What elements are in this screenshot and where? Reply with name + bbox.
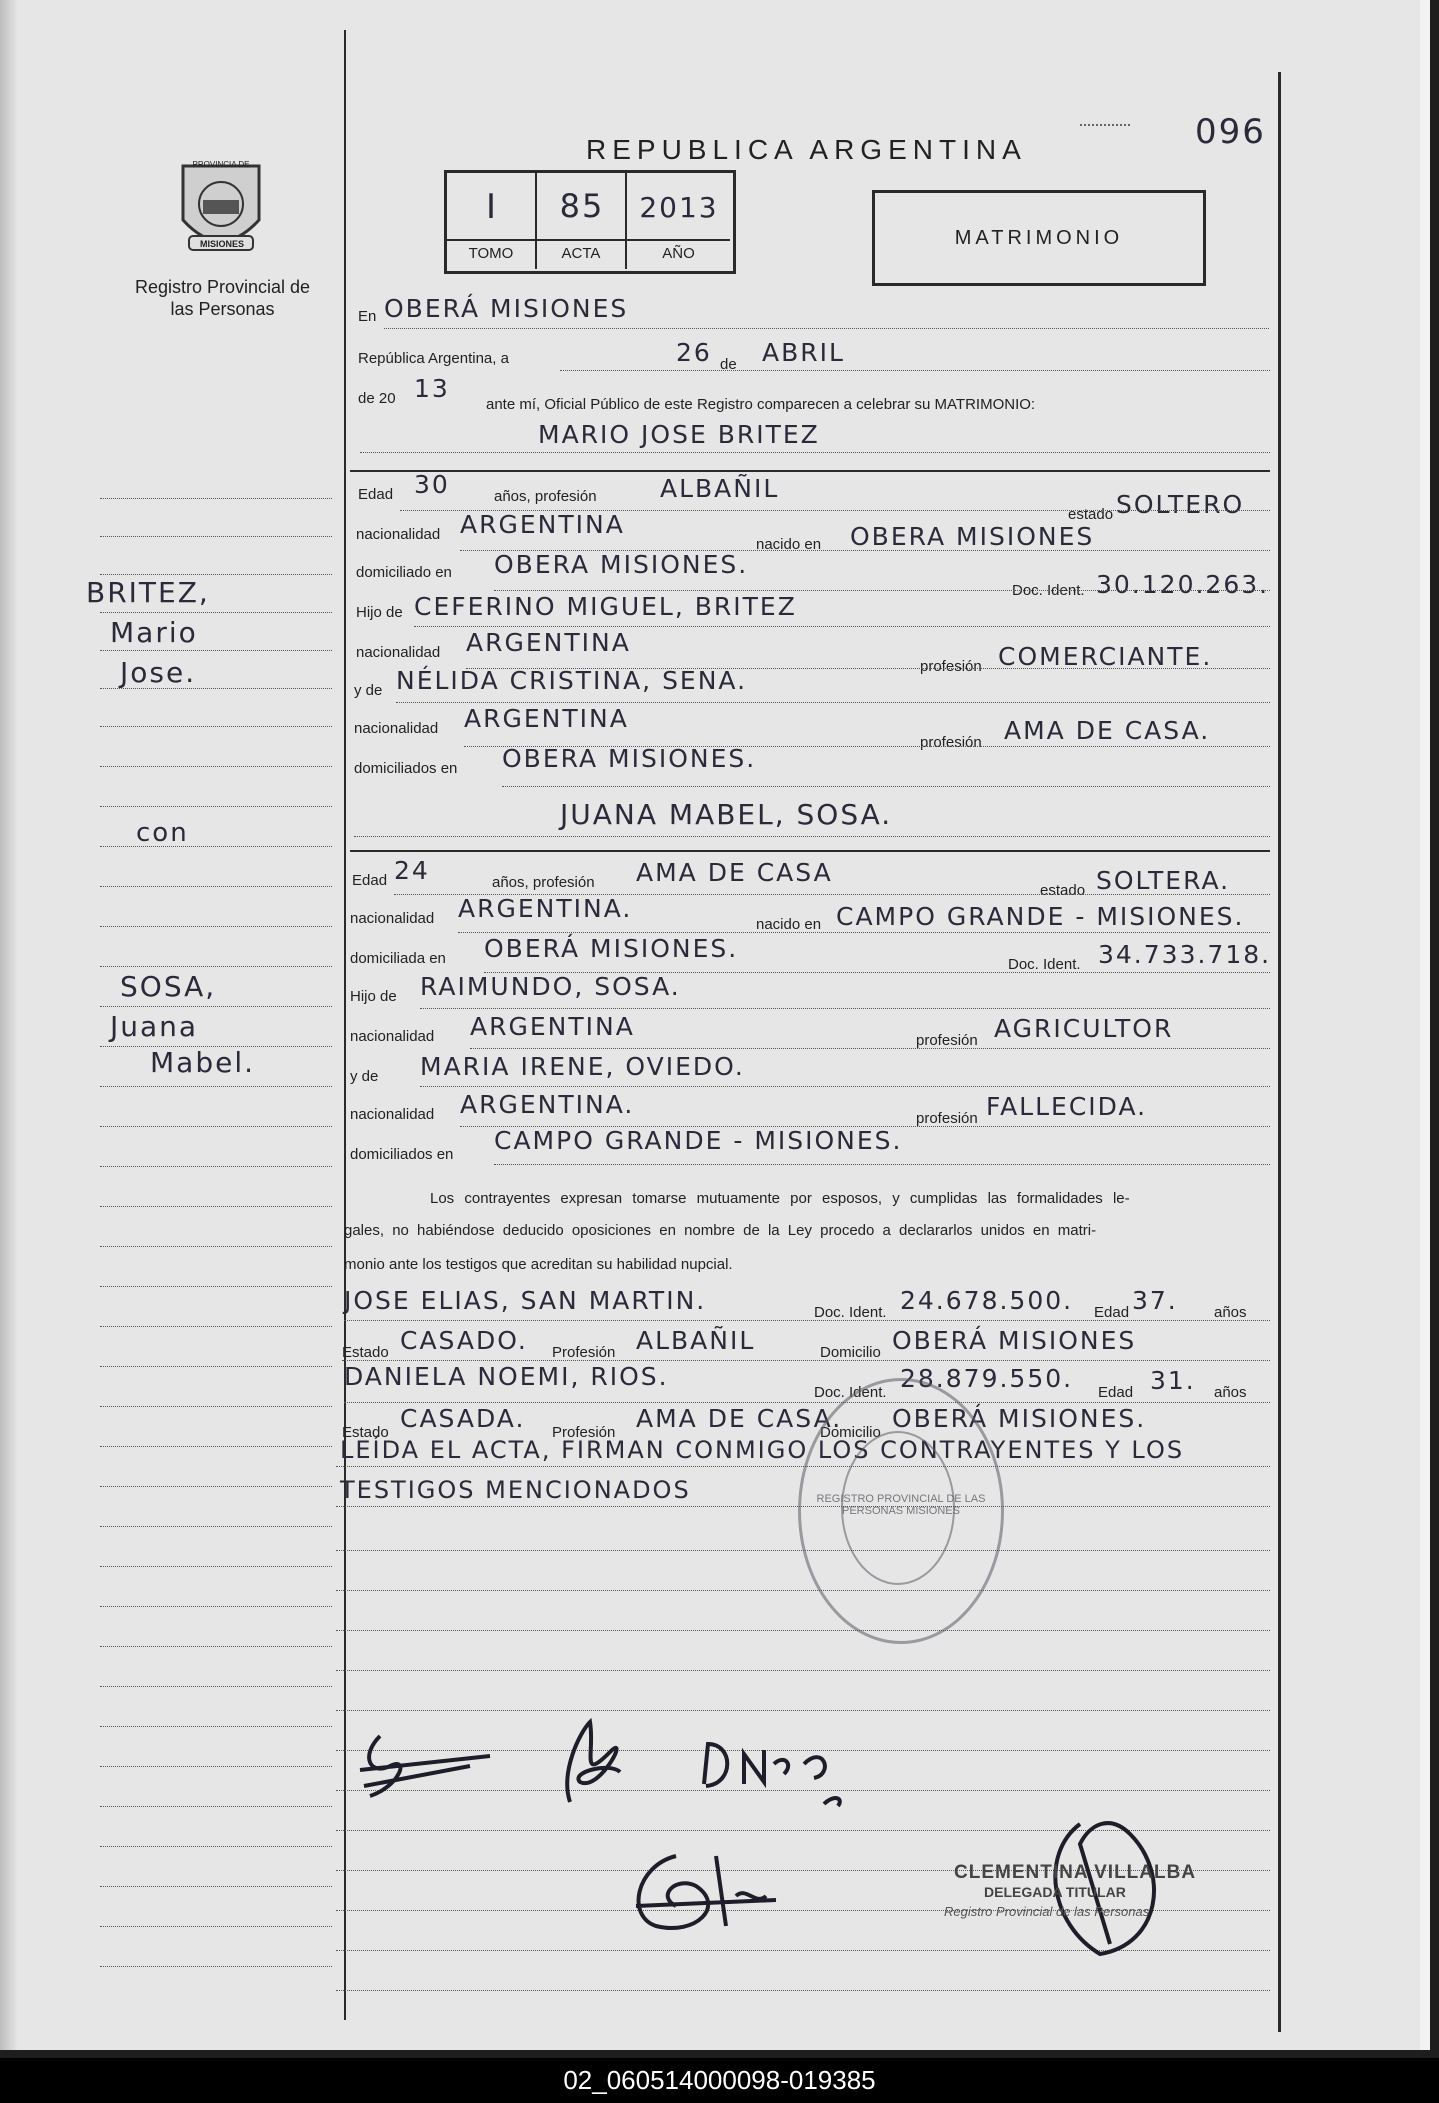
groom-nationality: ARGENTINA bbox=[460, 510, 625, 539]
bride-status: SOLTERA. bbox=[1096, 866, 1231, 895]
logo-bottom-text: MISIONES bbox=[199, 239, 244, 249]
republica-label: República Argentina, a bbox=[358, 350, 509, 367]
tomo-value: I bbox=[485, 187, 499, 227]
bride-address: OBERÁ MISIONES. bbox=[484, 934, 739, 963]
groom-name: MARIO JOSE BRITEZ bbox=[538, 420, 820, 449]
witness1-profession: ALBAÑIL bbox=[636, 1326, 756, 1355]
witness2-name: DANIELA NOEMI, RIOS. bbox=[344, 1362, 669, 1391]
acta-label: ACTA bbox=[561, 245, 601, 262]
year-label: de 20 bbox=[358, 390, 396, 407]
margin-groom-second: Jose. bbox=[120, 656, 197, 689]
place: OBERÁ MISIONES bbox=[384, 294, 629, 323]
page-number: 096 bbox=[1195, 112, 1266, 152]
bride-father: RAIMUNDO, SOSA. bbox=[420, 972, 681, 1001]
acta-number-box bbox=[444, 170, 736, 274]
declaration-line3: monio ante los testigos que acreditan su habilidad nupcial. bbox=[344, 1256, 733, 1273]
bride-age: 24 bbox=[394, 856, 430, 885]
groom-father-nationality: ARGENTINA bbox=[466, 628, 631, 657]
margin-groom-surname: BRITEZ, bbox=[86, 576, 210, 609]
groom-parents-address: OBERA MISIONES. bbox=[502, 744, 757, 773]
record-type: MATRIMONIO bbox=[954, 227, 1124, 249]
bride-parents-address: CAMPO GRANDE - MISIONES. bbox=[494, 1126, 903, 1155]
bride-profession: AMA DE CASA bbox=[636, 858, 833, 887]
witness2-profession: AMA DE CASA. bbox=[636, 1404, 843, 1433]
record-type-box bbox=[872, 190, 1206, 286]
signature-official bbox=[616, 1846, 796, 1946]
closing-line1: LEÍDA EL ACTA, FIRMAN CONMIGO LOS CONTRAYENTES Y LOS bbox=[340, 1436, 1185, 1464]
bride-nationality: ARGENTINA. bbox=[458, 894, 633, 923]
formula: ante mí, Oficial Público de este Registro comparecen a celebrar su MATRIMONIO: bbox=[486, 396, 1036, 413]
signature-bride bbox=[540, 1712, 640, 1812]
stamp-name: CLEMENTINA VILLALBA bbox=[954, 1862, 1197, 1883]
groom-mother-profession: AMA DE CASA. bbox=[1004, 716, 1211, 745]
groom-address: OBERA MISIONES. bbox=[494, 550, 749, 579]
stamp-office: Registro Provincial de las Personas bbox=[944, 1904, 1150, 1919]
acta-value: 85 bbox=[559, 187, 605, 225]
en-label: En bbox=[358, 308, 377, 325]
bride-mother: MARIA IRENE, OVIEDO. bbox=[420, 1052, 745, 1081]
margin-bride-second: Mabel. bbox=[150, 1046, 255, 1079]
bride-father-nationality: ARGENTINA bbox=[470, 1012, 635, 1041]
declaration-line1: Los contrayentes expresan tomarse mutuamente por esposos, y cumplidas las formalidades le- bbox=[430, 1190, 1130, 1207]
groom-mother-nationality: ARGENTINA bbox=[464, 704, 629, 733]
groom-doc: 30.120.263. bbox=[1096, 570, 1270, 599]
bride-mother-nationality: ARGENTINA. bbox=[460, 1090, 635, 1119]
register-page: PROVINCIA DE MISIONES Registro Provincial de las Personas REPUBLICA ARGENTINA 096 I 85 2013 TOMO ACTA AÑO MATRIMONIO En OBERÁ MISIONES República Argentina, a 26 de ABRIL de 20 13 ante mí, Oficial Público de este Registro comparecen a celebrar su MATRIMONIO: MARIO JOSE BRITEZ Edad 30 años, profesión ALBAÑIL estado SOLTERO nacionalidad ARGENTINA nacido en OBERA MISIONES domiciliado en OBERA MISIONES. Doc. Ident. 30.120.263. Hijo de CEFERINO MIGUEL, BRITEZ nacionalidad ARGENTINA profesión COMERCIANTE. y de NÉLIDA CRISTINA, SENA. nacionalidad ARGENTINA profesión AMA DE CASA. domiciliados en OBERA MISIONES. JUANA MABEL, SOSA. Edad 24 años, profesión AMA DE CASA estado SOLTERA. nacionalidad ARGENTINA. nacido en CAMPO GRANDE - MISIONES. domiciliada en OBERÁ MISIONES. Doc. Ident. 34.733.718. Hijo de RAIMUNDO, SOSA. nacionalidad ARGENTINA profesión AGRICULTOR y de MARIA IRENE, OVIEDO. nacionalidad ARGENTINA. profesión FALLECIDA. domiciliados en CAMPO GRANDE - MISIONES. Los contrayentes expresan tomarse mutuamente por esposos, y cumplidas las formalidades le- gales, no habiéndose deducido oposiciones en nombre de la Ley procedo a declararlos unidos en matri- monio ante los testigos que acreditan su habilidad nupcial. JOSE ELIAS, SAN MARTIN. Doc. Ident. 24.678.500. Edad 37. años Estado CASADO. Profesión ALBAÑIL Domicilio OBERÁ MISIONES DANIELA NOEMI, RIOS. Doc. Ident. 28.879.550. Edad 31. años Estado CASADA. Profesión AMA DE CASA. Domicilio OBERÁ MISIONES. LEÍDA EL ACTA, FIRMAN CONMIGO LOS CONTRAYENTES Y LOS TESTIGOS MENCIONADOS REGISTRO PROVINCIAL DE LAS PERSONAS MISIONES CLEMENTINA VILLALBA DELEGADA TITULAR Registro Provincial de las Personas BRITEZ, Mario Jose. con SOSA, Juana Mabel. bbox=[0, 0, 1430, 2050]
right-frame-line bbox=[1278, 72, 1281, 2032]
scan-id-footer: 02_060514000098-019385 bbox=[0, 2058, 1439, 2103]
stamp-title: DELEGADA TITULAR bbox=[984, 1884, 1126, 1900]
country-title: REPUBLICA ARGENTINA bbox=[586, 134, 1027, 165]
closing-line2: TESTIGOS MENCIONADOS bbox=[340, 1476, 691, 1504]
bride-father-profession: AGRICULTOR bbox=[994, 1014, 1174, 1043]
declaration-line2: gales, no habiéndose deducido oposiciones en nombre de la Ley procedo a declararlos unidos en matri- bbox=[344, 1222, 1097, 1239]
bride-birthplace: CAMPO GRANDE - MISIONES. bbox=[836, 902, 1245, 931]
margin-divider bbox=[344, 30, 346, 2020]
witness1-age: 37. bbox=[1132, 1286, 1178, 1315]
anio-label: AÑO bbox=[662, 245, 695, 262]
tomo-label: TOMO bbox=[468, 245, 514, 262]
witness1-doc: 24.678.500. bbox=[900, 1286, 1074, 1315]
witness2-address: OBERÁ MISIONES. bbox=[892, 1404, 1147, 1433]
groom-father: CEFERINO MIGUEL, BRITEZ bbox=[414, 592, 797, 621]
groom-age: 30 bbox=[414, 470, 450, 499]
margin-groom-first: Mario bbox=[110, 616, 198, 649]
registry-seal bbox=[798, 1378, 1004, 1644]
de-label: de bbox=[720, 356, 737, 373]
witness1-address: OBERÁ MISIONES bbox=[892, 1326, 1137, 1355]
margin-con: con bbox=[136, 818, 189, 848]
witness1-name: JOSE ELIAS, SAN MARTIN. bbox=[344, 1286, 707, 1315]
witness1-status: CASADO. bbox=[400, 1326, 528, 1355]
groom-profession: ALBAÑIL bbox=[660, 474, 780, 503]
groom-status: SOLTERO bbox=[1116, 490, 1245, 519]
groom-birthplace: OBERA MISIONES bbox=[850, 522, 1095, 551]
logo-top-text: PROVINCIA DE bbox=[192, 160, 250, 169]
witness2-age: 31. bbox=[1150, 1366, 1196, 1395]
signature-groom bbox=[350, 1726, 500, 1806]
bride-name: JUANA MABEL, SOSA. bbox=[560, 798, 893, 831]
month: ABRIL bbox=[762, 338, 845, 367]
bride-mother-profession: FALLECIDA. bbox=[986, 1092, 1148, 1121]
bride-doc: 34.733.718. bbox=[1098, 940, 1272, 969]
pencil-mark bbox=[1080, 124, 1130, 136]
groom-mother: NÉLIDA CRISTINA, SENA. bbox=[396, 666, 748, 695]
witness2-doc: 28.879.550. bbox=[900, 1364, 1074, 1393]
anio-value: 2013 bbox=[639, 191, 719, 224]
seal-text: REGISTRO PROVINCIAL DE LAS PERSONAS MISIONES bbox=[816, 1493, 986, 1517]
signature-witness bbox=[694, 1734, 854, 1814]
margin-bride-surname: SOSA, bbox=[120, 970, 217, 1003]
witness2-status: CASADA. bbox=[400, 1404, 526, 1433]
year-value: 13 bbox=[414, 374, 450, 403]
groom-father-profession: COMERCIANTE. bbox=[998, 642, 1213, 671]
margin-bride-first: Juana bbox=[110, 1010, 199, 1043]
day: 26 bbox=[676, 338, 712, 367]
registry-name: Registro Provincial de las Personas bbox=[134, 277, 311, 319]
